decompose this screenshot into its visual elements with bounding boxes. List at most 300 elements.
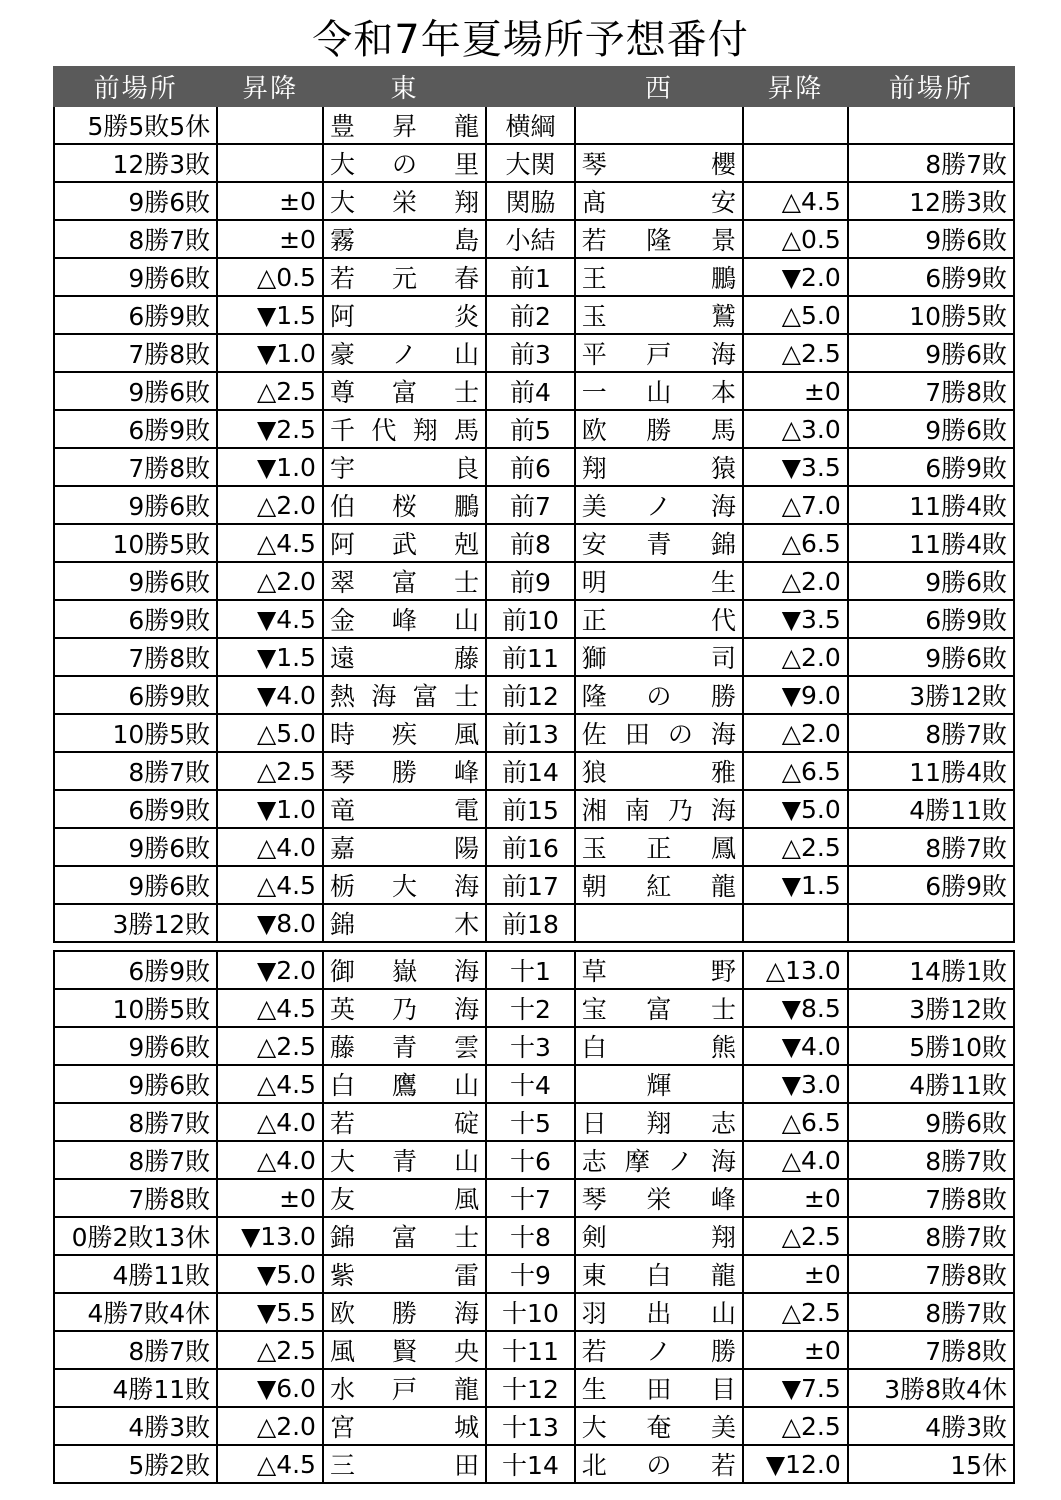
east-change: △4.5 xyxy=(217,866,323,904)
west-wrestler-name: 若 ノ 勝 xyxy=(581,1337,736,1366)
rank: 十9 xyxy=(486,1255,575,1293)
east-prev-record: 7勝8敗 xyxy=(54,448,217,486)
west-wrestler xyxy=(575,1255,743,1293)
west-change: △5.0 xyxy=(743,296,848,334)
east-wrestler xyxy=(323,258,486,296)
header-west: 西 xyxy=(575,67,743,106)
east-change: △2.5 xyxy=(217,372,323,410)
east-wrestler xyxy=(323,1027,486,1065)
rank: 十2 xyxy=(486,989,575,1027)
east-wrestler-name: 藤 青 雲 xyxy=(329,1033,480,1062)
west-change: △2.0 xyxy=(743,562,848,600)
table-row xyxy=(54,524,1014,562)
west-prev-record: 8勝7敗 xyxy=(848,1293,1014,1331)
west-wrestler xyxy=(575,182,743,220)
rank: 十7 xyxy=(486,1179,575,1217)
west-change: △2.5 xyxy=(743,828,848,866)
west-wrestler-name: 隆 の 勝 xyxy=(581,682,736,711)
west-wrestler-name: 髙 安 xyxy=(581,188,736,217)
east-wrestler-name: 白 鷹 山 xyxy=(329,1071,480,1100)
west-wrestler xyxy=(575,486,743,524)
west-wrestler xyxy=(575,258,743,296)
west-change xyxy=(743,904,848,942)
west-wrestler-name: 平 戸 海 xyxy=(581,340,736,369)
west-prev-record: 12勝3敗 xyxy=(848,182,1014,220)
west-prev-record: 14勝1敗 xyxy=(848,951,1014,989)
east-prev-record: 4勝11敗 xyxy=(54,1369,217,1407)
table-row xyxy=(54,1293,1014,1331)
rank: 前3 xyxy=(486,334,575,372)
east-wrestler xyxy=(323,600,486,638)
west-change: △2.0 xyxy=(743,638,848,676)
west-wrestler xyxy=(575,562,743,600)
east-wrestler xyxy=(323,1141,486,1179)
table-row xyxy=(54,1369,1014,1407)
east-wrestler-name: 霧 島 xyxy=(329,226,480,255)
east-prev-record: 6勝9敗 xyxy=(54,296,217,334)
rank: 前1 xyxy=(486,258,575,296)
east-wrestler-name: 大 青 山 xyxy=(329,1147,480,1176)
east-wrestler-name: 英 乃 海 xyxy=(329,995,480,1024)
table-row xyxy=(54,106,1014,144)
header-west-change: 昇降 xyxy=(743,67,848,106)
east-change: △4.5 xyxy=(217,524,323,562)
east-wrestler-name: 若 碇 xyxy=(329,1109,480,1138)
west-wrestler xyxy=(575,1293,743,1331)
rank: 前6 xyxy=(486,448,575,486)
rank: 十10 xyxy=(486,1293,575,1331)
west-prev-record: 7勝8敗 xyxy=(848,372,1014,410)
west-wrestler-name: 大 奄 美 xyxy=(581,1413,736,1442)
west-change: △6.5 xyxy=(743,1103,848,1141)
makuuchi-table xyxy=(53,66,1015,943)
east-wrestler xyxy=(323,448,486,486)
east-wrestler xyxy=(323,714,486,752)
table-row xyxy=(54,144,1014,182)
east-wrestler-name: 千 代 翔 馬 xyxy=(329,416,480,445)
east-prev-record: 8勝7敗 xyxy=(54,752,217,790)
east-wrestler-name: 栃 大 海 xyxy=(329,872,480,901)
east-change xyxy=(217,144,323,182)
east-wrestler-name: 琴 勝 峰 xyxy=(329,758,480,787)
west-wrestler xyxy=(575,448,743,486)
east-change xyxy=(217,106,323,144)
east-wrestler xyxy=(323,410,486,448)
east-wrestler xyxy=(323,220,486,258)
west-prev-record: 3勝12敗 xyxy=(848,989,1014,1027)
east-change: ▼2.0 xyxy=(217,951,323,989)
header-west-prev: 前場所 xyxy=(848,67,1014,106)
rank: 十3 xyxy=(486,1027,575,1065)
west-prev-record: 15休 xyxy=(848,1445,1014,1483)
header-row xyxy=(54,67,1014,106)
west-wrestler xyxy=(575,410,743,448)
east-prev-record: 9勝6敗 xyxy=(54,828,217,866)
table-row xyxy=(54,790,1014,828)
table-row xyxy=(54,951,1014,989)
rank: 前11 xyxy=(486,638,575,676)
header-east-prev: 前場所 xyxy=(54,67,217,106)
east-change: ▼8.0 xyxy=(217,904,323,942)
west-wrestler xyxy=(575,296,743,334)
west-change: ▼3.0 xyxy=(743,1065,848,1103)
west-wrestler-name: 草 野 xyxy=(581,957,736,986)
east-wrestler xyxy=(323,1445,486,1483)
rank: 横綱 xyxy=(486,106,575,144)
east-change: △2.0 xyxy=(217,1407,323,1445)
west-change: ▼5.0 xyxy=(743,790,848,828)
east-wrestler-name: 三 田 xyxy=(329,1451,480,1480)
west-wrestler xyxy=(575,752,743,790)
table-row xyxy=(54,1407,1014,1445)
table-row xyxy=(54,182,1014,220)
west-change: △2.5 xyxy=(743,1293,848,1331)
west-wrestler-name: 琴 栄 峰 xyxy=(581,1185,736,1214)
east-wrestler-name: 友 風 xyxy=(329,1185,480,1214)
rank: 十8 xyxy=(486,1217,575,1255)
west-change: △4.0 xyxy=(743,1141,848,1179)
table-row xyxy=(54,1103,1014,1141)
header-rank xyxy=(486,67,575,106)
east-wrestler xyxy=(323,989,486,1027)
table-row xyxy=(54,1331,1014,1369)
west-prev-record: 9勝6敗 xyxy=(848,410,1014,448)
east-wrestler-name: 尊 富 士 xyxy=(329,378,480,407)
east-prev-record: 9勝6敗 xyxy=(54,486,217,524)
table-row xyxy=(54,1027,1014,1065)
east-prev-record: 7勝8敗 xyxy=(54,638,217,676)
west-wrestler xyxy=(575,600,743,638)
east-prev-record: 8勝7敗 xyxy=(54,1141,217,1179)
rank: 前13 xyxy=(486,714,575,752)
east-wrestler-name: 竜 電 xyxy=(329,796,480,825)
east-wrestler xyxy=(323,562,486,600)
east-prev-record: 6勝9敗 xyxy=(54,676,217,714)
rank: 大関 xyxy=(486,144,575,182)
east-wrestler-name: 若 元 春 xyxy=(329,264,480,293)
east-change: △5.0 xyxy=(217,714,323,752)
east-wrestler xyxy=(323,372,486,410)
table-row xyxy=(54,638,1014,676)
east-change: ▼5.5 xyxy=(217,1293,323,1331)
west-wrestler xyxy=(575,1369,743,1407)
west-wrestler-name: 一 山 本 xyxy=(581,378,736,407)
east-prev-record: 7勝8敗 xyxy=(54,1179,217,1217)
west-change: ±0 xyxy=(743,372,848,410)
west-wrestler xyxy=(575,1141,743,1179)
rank: 前8 xyxy=(486,524,575,562)
east-wrestler xyxy=(323,524,486,562)
east-prev-record: 5勝2敗 xyxy=(54,1445,217,1483)
west-wrestler-name: 正 代 xyxy=(581,606,736,635)
east-wrestler xyxy=(323,828,486,866)
west-wrestler-name: 安 青 錦 xyxy=(581,530,736,559)
east-wrestler-name: 金 峰 山 xyxy=(329,606,480,635)
east-wrestler xyxy=(323,296,486,334)
west-change: △3.0 xyxy=(743,410,848,448)
rank: 十4 xyxy=(486,1065,575,1103)
west-change: ▼1.5 xyxy=(743,866,848,904)
table-row xyxy=(54,1445,1014,1483)
east-prev-record: 9勝6敗 xyxy=(54,1065,217,1103)
table-row xyxy=(54,1255,1014,1293)
east-wrestler xyxy=(323,1103,486,1141)
east-wrestler xyxy=(323,752,486,790)
rank: 前12 xyxy=(486,676,575,714)
west-wrestler-name: 輝 xyxy=(646,1071,672,1100)
west-prev-record: 7勝8敗 xyxy=(848,1255,1014,1293)
east-change: △4.0 xyxy=(217,1103,323,1141)
rank: 十1 xyxy=(486,951,575,989)
west-prev-record: 8勝7敗 xyxy=(848,1141,1014,1179)
west-wrestler xyxy=(575,1331,743,1369)
west-change: △6.5 xyxy=(743,752,848,790)
east-change: △2.5 xyxy=(217,1331,323,1369)
east-wrestler-name: 遠 藤 xyxy=(329,644,480,673)
rank: 小結 xyxy=(486,220,575,258)
east-change: ▼6.0 xyxy=(217,1369,323,1407)
table-row xyxy=(54,448,1014,486)
west-wrestler-name: 佐 田 の 海 xyxy=(581,720,736,749)
west-change: △4.5 xyxy=(743,182,848,220)
east-wrestler-name: 水 戸 龍 xyxy=(329,1375,480,1404)
west-change: ±0 xyxy=(743,1179,848,1217)
west-wrestler-name: 羽 出 山 xyxy=(581,1299,736,1328)
west-wrestler-name: 東 白 龍 xyxy=(581,1261,736,1290)
west-prev-record: 3勝12敗 xyxy=(848,676,1014,714)
west-wrestler xyxy=(575,144,743,182)
west-wrestler-name: 若 隆 景 xyxy=(581,226,736,255)
rank: 十5 xyxy=(486,1103,575,1141)
west-wrestler xyxy=(575,904,743,942)
east-change: △0.5 xyxy=(217,258,323,296)
west-wrestler xyxy=(575,1027,743,1065)
east-prev-record: 5勝5敗5休 xyxy=(54,106,217,144)
east-wrestler xyxy=(323,1369,486,1407)
east-change: ▼2.5 xyxy=(217,410,323,448)
east-prev-record: 9勝6敗 xyxy=(54,372,217,410)
west-change: ▼4.0 xyxy=(743,1027,848,1065)
rank: 十13 xyxy=(486,1407,575,1445)
west-change: ▼3.5 xyxy=(743,600,848,638)
header-east: 東 xyxy=(323,67,486,106)
west-change: ▼3.5 xyxy=(743,448,848,486)
west-change xyxy=(743,106,848,144)
rank: 前5 xyxy=(486,410,575,448)
table-row xyxy=(54,600,1014,638)
west-change: ±0 xyxy=(743,1331,848,1369)
east-prev-record: 4勝7敗4休 xyxy=(54,1293,217,1331)
rank: 十12 xyxy=(486,1369,575,1407)
east-prev-record: 9勝6敗 xyxy=(54,562,217,600)
rank: 前16 xyxy=(486,828,575,866)
east-prev-record: 10勝5敗 xyxy=(54,989,217,1027)
east-wrestler-name: 大 栄 翔 xyxy=(329,188,480,217)
west-wrestler xyxy=(575,951,743,989)
west-wrestler-name: 玉 鷲 xyxy=(581,302,736,331)
east-change: △4.5 xyxy=(217,1065,323,1103)
east-wrestler xyxy=(323,334,486,372)
east-prev-record: 8勝7敗 xyxy=(54,220,217,258)
west-prev-record: 5勝10敗 xyxy=(848,1027,1014,1065)
west-prev-record: 9勝6敗 xyxy=(848,1103,1014,1141)
east-change: ▼1.0 xyxy=(217,790,323,828)
west-wrestler-name: 翔 猿 xyxy=(581,454,736,483)
east-wrestler-name: 大 の 里 xyxy=(329,150,480,179)
west-prev-record: 4勝11敗 xyxy=(848,1065,1014,1103)
rank: 十6 xyxy=(486,1141,575,1179)
west-change: ±0 xyxy=(743,1255,848,1293)
east-prev-record: 10勝5敗 xyxy=(54,524,217,562)
header-east-change: 昇降 xyxy=(217,67,323,106)
east-prev-record: 10勝5敗 xyxy=(54,714,217,752)
rank: 前9 xyxy=(486,562,575,600)
west-wrestler-name: 日 翔 志 xyxy=(581,1109,736,1138)
west-prev-record: 3勝8敗4休 xyxy=(848,1369,1014,1407)
rank: 前10 xyxy=(486,600,575,638)
east-prev-record: 8勝7敗 xyxy=(54,1331,217,1369)
east-wrestler xyxy=(323,638,486,676)
east-change: △2.5 xyxy=(217,752,323,790)
west-prev-record: 11勝4敗 xyxy=(848,486,1014,524)
west-change: ▼7.5 xyxy=(743,1369,848,1407)
east-change: ▼13.0 xyxy=(217,1217,323,1255)
east-change: ▼4.0 xyxy=(217,676,323,714)
east-prev-record: 0勝2敗13休 xyxy=(54,1217,217,1255)
west-wrestler-name: 琴 櫻 xyxy=(581,150,736,179)
west-wrestler-name: 湘 南 乃 海 xyxy=(581,796,736,825)
east-wrestler xyxy=(323,1407,486,1445)
rank: 前7 xyxy=(486,486,575,524)
west-prev-record: 6勝9敗 xyxy=(848,258,1014,296)
east-wrestler-name: 欧 勝 海 xyxy=(329,1299,480,1328)
east-prev-record: 6勝9敗 xyxy=(54,410,217,448)
east-change: ±0 xyxy=(217,220,323,258)
east-wrestler-name: 嘉 陽 xyxy=(329,834,480,863)
table-row xyxy=(54,866,1014,904)
west-wrestler xyxy=(575,1217,743,1255)
west-wrestler xyxy=(575,1065,743,1103)
west-prev-record: 6勝9敗 xyxy=(848,600,1014,638)
east-wrestler-name: 御 嶽 海 xyxy=(329,957,480,986)
west-change xyxy=(743,144,848,182)
table-row xyxy=(54,296,1014,334)
west-wrestler xyxy=(575,989,743,1027)
east-prev-record: 7勝8敗 xyxy=(54,334,217,372)
east-prev-record: 4勝11敗 xyxy=(54,1255,217,1293)
west-change: △6.5 xyxy=(743,524,848,562)
west-wrestler xyxy=(575,220,743,258)
west-wrestler xyxy=(575,714,743,752)
west-wrestler xyxy=(575,1407,743,1445)
west-prev-record: 8勝7敗 xyxy=(848,144,1014,182)
west-prev-record: 6勝9敗 xyxy=(848,448,1014,486)
east-prev-record: 3勝12敗 xyxy=(54,904,217,942)
rank: 前15 xyxy=(486,790,575,828)
table-row xyxy=(54,1217,1014,1255)
east-prev-record: 6勝9敗 xyxy=(54,790,217,828)
east-prev-record: 9勝6敗 xyxy=(54,1027,217,1065)
west-prev-record: 11勝4敗 xyxy=(848,524,1014,562)
east-change: ±0 xyxy=(217,182,323,220)
east-wrestler-name: 熱 海 富 士 xyxy=(329,682,480,711)
east-change: △2.5 xyxy=(217,1027,323,1065)
west-wrestler-name: 剣 翔 xyxy=(581,1223,736,1252)
west-prev-record: 7勝8敗 xyxy=(848,1179,1014,1217)
east-wrestler xyxy=(323,1331,486,1369)
table-row xyxy=(54,828,1014,866)
west-prev-record: 9勝6敗 xyxy=(848,638,1014,676)
table-row xyxy=(54,562,1014,600)
west-wrestler xyxy=(575,790,743,828)
east-change: △4.5 xyxy=(217,989,323,1027)
east-wrestler xyxy=(323,106,486,144)
east-change: ▼1.0 xyxy=(217,448,323,486)
east-wrestler xyxy=(323,676,486,714)
east-wrestler-name: 錦 木 xyxy=(329,910,480,939)
east-prev-record: 9勝6敗 xyxy=(54,182,217,220)
east-wrestler xyxy=(323,1065,486,1103)
west-wrestler xyxy=(575,524,743,562)
west-wrestler-name: 生 田 目 xyxy=(581,1375,736,1404)
table-row xyxy=(54,904,1014,942)
east-wrestler xyxy=(323,144,486,182)
east-change: ▼1.5 xyxy=(217,296,323,334)
east-change: ▼1.0 xyxy=(217,334,323,372)
table-row xyxy=(54,676,1014,714)
west-change: △2.0 xyxy=(743,714,848,752)
table-row xyxy=(54,752,1014,790)
table-row xyxy=(54,372,1014,410)
rank: 前18 xyxy=(486,904,575,942)
west-prev-record: 10勝5敗 xyxy=(848,296,1014,334)
rank: 十11 xyxy=(486,1331,575,1369)
east-wrestler xyxy=(323,790,486,828)
west-wrestler-name: 獅 司 xyxy=(581,644,736,673)
east-prev-record: 12勝3敗 xyxy=(54,144,217,182)
west-change: △2.5 xyxy=(743,1407,848,1445)
west-wrestler-name: 王 鵬 xyxy=(581,264,736,293)
table-row xyxy=(54,1179,1014,1217)
east-prev-record: 9勝6敗 xyxy=(54,258,217,296)
east-wrestler xyxy=(323,1255,486,1293)
west-prev-record: 8勝7敗 xyxy=(848,1217,1014,1255)
west-wrestler-name: 白 熊 xyxy=(581,1033,736,1062)
west-prev-record: 6勝9敗 xyxy=(848,866,1014,904)
rank: 前14 xyxy=(486,752,575,790)
table-row xyxy=(54,334,1014,372)
page-title: 令和7年夏場所予想番付 xyxy=(312,17,749,63)
west-change: △2.5 xyxy=(743,334,848,372)
west-prev-record: 4勝11敗 xyxy=(848,790,1014,828)
west-prev-record: 9勝6敗 xyxy=(848,562,1014,600)
west-prev-record: 9勝6敗 xyxy=(848,334,1014,372)
west-wrestler-name: 明 生 xyxy=(581,568,736,597)
west-prev-record: 8勝7敗 xyxy=(848,714,1014,752)
west-wrestler-name: 志 摩 ノ 海 xyxy=(581,1147,736,1176)
east-wrestler xyxy=(323,182,486,220)
west-wrestler-name: 朝 紅 龍 xyxy=(581,872,736,901)
table-row xyxy=(54,1141,1014,1179)
east-prev-record: 6勝9敗 xyxy=(54,951,217,989)
east-change: △2.0 xyxy=(217,562,323,600)
east-wrestler-name: 阿 武 剋 xyxy=(329,530,480,559)
rank: 十14 xyxy=(486,1445,575,1483)
east-wrestler xyxy=(323,866,486,904)
east-wrestler-name: 豊 昇 龍 xyxy=(329,112,480,141)
east-wrestler-name: 宮 城 xyxy=(329,1413,480,1442)
rank: 関脇 xyxy=(486,182,575,220)
